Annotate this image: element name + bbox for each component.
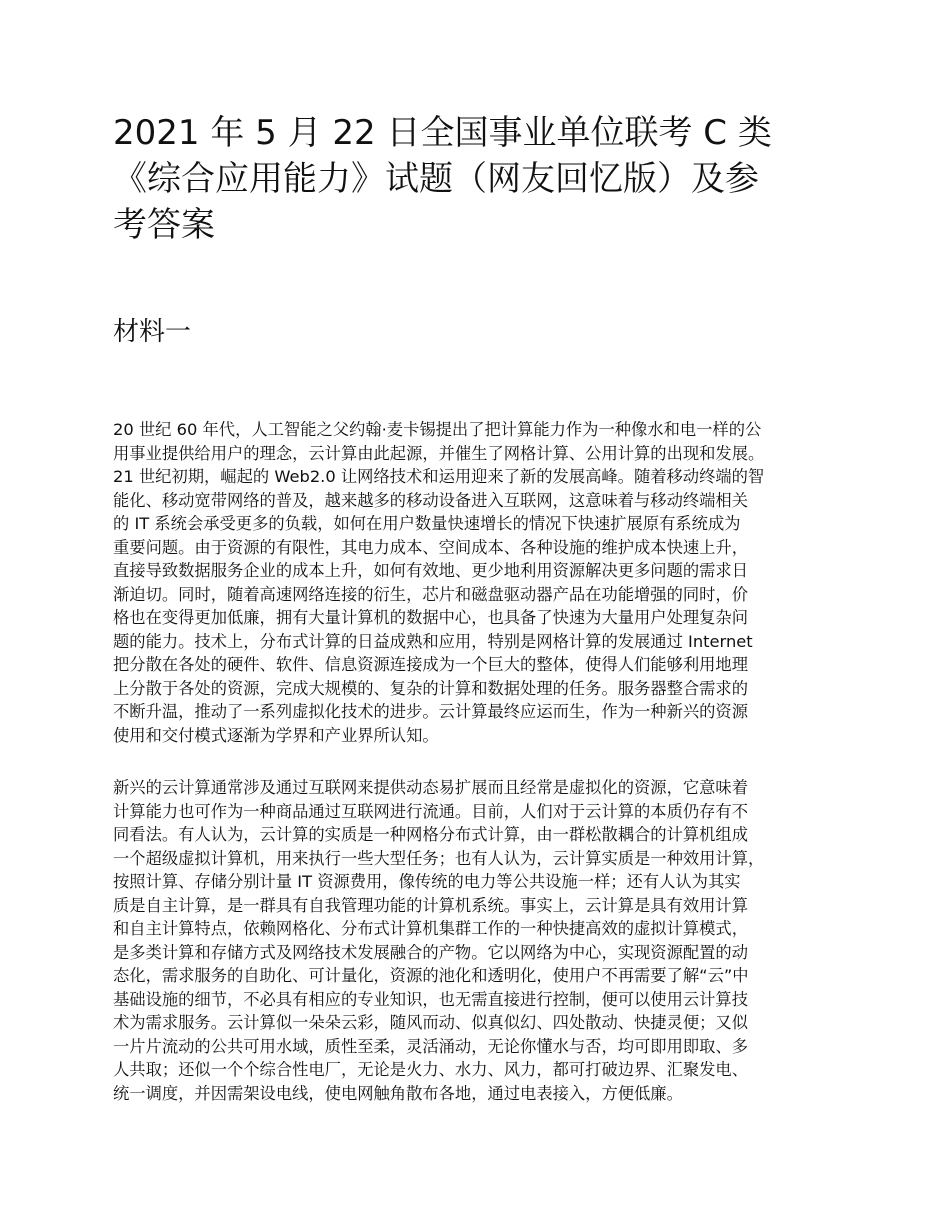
paragraph-line: 一片片流动的公共可用水域，质性至柔，灵活涌动，无论你懂水与否，均可即用即取、多 xyxy=(113,1036,748,1056)
paragraph-line: 统一调度，并因需架设电线，使电网触角散布各地，通过电表接入，方便低廉。 xyxy=(113,1083,683,1103)
paragraph-line: 术为需求服务。云计算似一朵朵云彩，随风而动、似真似幻、四处散动、快捷灵便；又似 xyxy=(113,1013,748,1032)
paragraph-line: 态化，需求服务的自助化、可计量化，资源的池化和透明化，使用户不再需要了解“云”中 xyxy=(113,966,749,985)
paragraph-line: 重要问题。由于资源的有限性，其电力成本、空间成本、各种设施的维护成本快速上升， xyxy=(113,537,748,557)
document-title xyxy=(113,110,853,248)
paragraph-line: 20 世纪 60 年代，人工智能之父约翰·麦卡锡提出了把计算能力作为一种像水和电一样的公 xyxy=(113,420,762,439)
paragraph-line: 21 世纪初期，崛起的 Web2.0 让网络技术和运用迎来了新的发展高峰。随着移动终端的智 xyxy=(113,467,765,486)
paragraph-1 xyxy=(113,418,858,747)
paragraph-line: 新兴的云计算通常涉及通过互联网来提供动态易扩展而且经常是虚拟化的资源，它意味着 xyxy=(113,778,748,797)
section-heading: 材料一 xyxy=(113,317,192,347)
paragraph-line: 能化、移动宽带网络的普及，越来越多的移动设备进入互联网，这意味着与移动终端相关 xyxy=(113,490,748,510)
paragraph-line: 的 IT 系统会承受更多的负载，如何在用户数量快速增长的情况下快速扩展原有系统成为 xyxy=(113,514,741,533)
paragraph-line: 使用和交付模式逐渐为学界和产业界所认知。 xyxy=(113,725,439,745)
paragraph-line: 基础设施的细节，不必具有相应的专业知识，也无需直接进行控制，便可以使用云计算技 xyxy=(113,989,748,1009)
paragraph-line: 一个超级虚拟计算机，用来执行一些大型任务；也有人认为，云计算实质是一种效用计算， xyxy=(113,848,765,868)
paragraph-line: 直接导致数据服务企业的成本上升，如何有效地、更少地利用资源解决更多问题的需求日 xyxy=(113,561,748,580)
paragraph-line: 按照计算、存储分别计量 IT 资源费用，像传统的电力等公共设施一样；还有人认为其实 xyxy=(113,872,741,891)
paragraph-line: 计算能力也可作为一种商品通过互联网进行流通。目前，人们对于云计算的本质仍存有不 xyxy=(113,801,748,821)
paragraph-line: 格也在变得更加低廉，拥有大量计算机的数据中心，也具备了快速为大量用户处理复杂问 xyxy=(113,608,748,627)
paragraph-line: 是多类计算和存储方式及网络技术发展融合的产物。它以网络为中心，实现资源配置的动 xyxy=(113,942,748,962)
paragraph-line: 渐迫切。同时，随着高速网络连接的衍生，芯片和磁盘驱动器产品在功能增强的同时，价 xyxy=(113,584,748,604)
paragraph-line: 用事业提供给用户的理念，云计算由此起源，并催生了网格计算、公用计算的出现和发展。 xyxy=(113,443,765,463)
paragraph-line: 把分散在各处的硬件、软件、信息资源连接成为一个巨大的整体，使得人们能够利用地理 xyxy=(113,655,748,674)
paragraph-2 xyxy=(113,776,858,1105)
paragraph-line: 和自主计算特点，依赖网格化、分布式计算机集群工作的一种快捷高效的虚拟计算模式， xyxy=(113,919,748,938)
paragraph-line: 不断升温，推动了一系列虚拟化技术的进步。云计算最终应运而生，作为一种新兴的资源 xyxy=(113,702,748,721)
paragraph-line: 人共取；还似一个个综合性电厂，无论是火力、水力、风力，都可打破边界、汇聚发电、 xyxy=(113,1060,748,1079)
paragraph-line: 上分散于各处的资源，完成大规模的、复杂的计算和数据处理的任务。服务器整合需求的 xyxy=(113,678,748,698)
title-line: 2021 年 5 月 22 日全国事业单位联考 C 类 xyxy=(113,113,772,153)
paragraph-line: 质是自主计算，是一群具有自我管理功能的计算机系统。事实上，云计算是具有效用计算 xyxy=(113,895,748,915)
paragraph-line: 题的能力。技术上，分布式计算的日益成熟和应用，特别是网格计算的发展通过 Internet xyxy=(113,631,753,651)
paragraph-line: 同看法。有人认为，云计算的实质是一种网格分布式计算，由一群松散耦合的计算机组成 xyxy=(113,825,748,844)
title-line: 考答案 xyxy=(113,205,215,245)
title-line: 《综合应用能力》试题（网友回忆版）及参 xyxy=(113,159,759,199)
